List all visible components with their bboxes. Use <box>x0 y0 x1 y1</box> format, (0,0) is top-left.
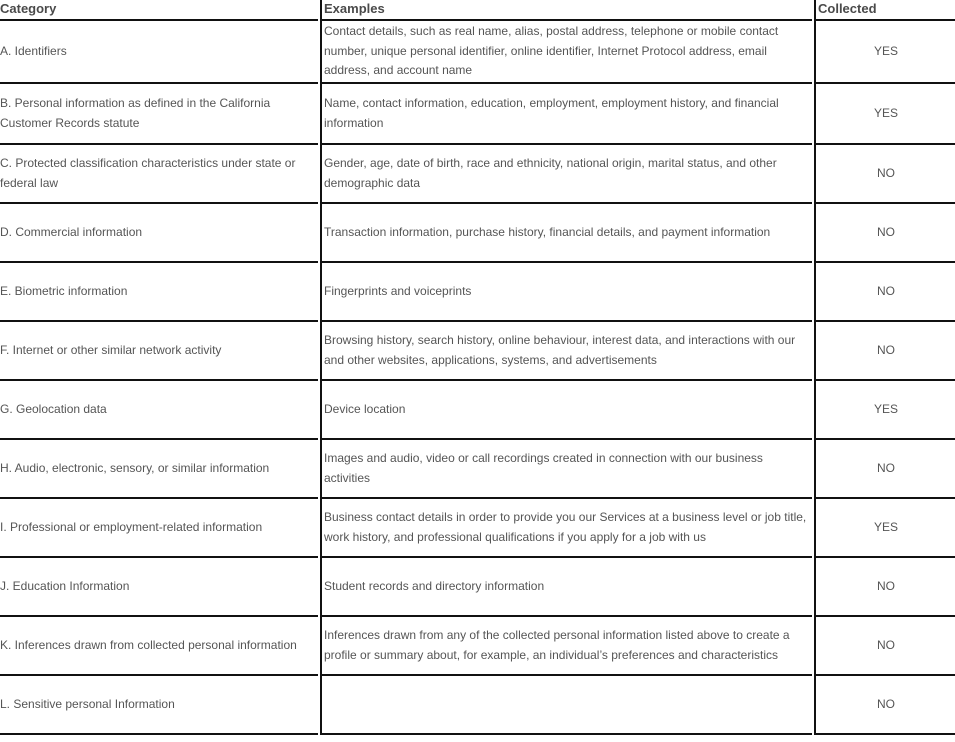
category-cell: A. Identifiers <box>0 21 318 84</box>
examples-cell: Images and audio, video or call recordings created in connection with our business activities <box>320 440 812 499</box>
table-row <box>0 84 955 145</box>
examples-cell: Browsing history, search history, online behaviour, interest data, and interactions with our and other websites, applications, systems, and advertisements <box>320 322 812 381</box>
table-row <box>0 558 955 617</box>
collected-cell: NO <box>814 558 955 617</box>
collected-cell: YES <box>814 84 955 145</box>
collected-cell: YES <box>814 381 955 440</box>
category-cell: J. Education Information <box>0 558 318 617</box>
category-cell: I. Professional or employment-related information <box>0 499 318 558</box>
collected-cell: NO <box>814 676 955 735</box>
table-row <box>0 322 955 381</box>
examples-cell: Name, contact information, education, employment, employment history, and financial information <box>320 84 812 145</box>
collected-cell: NO <box>814 145 955 204</box>
column-header-collected: Collected <box>814 0 955 21</box>
table-row <box>0 204 955 263</box>
column-header-category: Category <box>0 0 318 21</box>
table-row <box>0 381 955 440</box>
table-row <box>0 21 955 84</box>
examples-cell: Inferences drawn from any of the collected personal information listed above to create a profile or summary about, for example, an individual’s preferences and characteristics <box>320 617 812 676</box>
column-header-examples: Examples <box>320 0 812 21</box>
collected-cell: NO <box>814 440 955 499</box>
examples-cell: Fingerprints and voiceprints <box>320 263 812 322</box>
collected-cell: YES <box>814 21 955 84</box>
table-row <box>0 499 955 558</box>
examples-cell: Contact details, such as real name, alias, postal address, telephone or mobile contact number, unique personal identifier, online identifier, Internet Protocol address, email address, and account name <box>320 21 812 84</box>
category-cell: H. Audio, electronic, sensory, or similar information <box>0 440 318 499</box>
examples-cell: Transaction information, purchase history, financial details, and payment information <box>320 204 812 263</box>
collected-cell: NO <box>814 263 955 322</box>
collected-cell: NO <box>814 322 955 381</box>
category-cell: C. Protected classification characteristics under state or federal law <box>0 145 318 204</box>
table-row <box>0 617 955 676</box>
examples-cell: Student records and directory information <box>320 558 812 617</box>
table-row <box>0 440 955 499</box>
category-cell: L. Sensitive personal Information <box>0 676 318 735</box>
category-cell: B. Personal information as defined in the California Customer Records statute <box>0 84 318 145</box>
collected-cell: NO <box>814 204 955 263</box>
category-cell: G. Geolocation data <box>0 381 318 440</box>
table-body <box>0 21 955 735</box>
collected-cell: YES <box>814 499 955 558</box>
table-header-row <box>0 0 955 21</box>
category-cell: E. Biometric information <box>0 263 318 322</box>
category-cell: F. Internet or other similar network activity <box>0 322 318 381</box>
examples-cell: Gender, age, date of birth, race and ethnicity, national origin, marital status, and other demographic data <box>320 145 812 204</box>
category-cell: K. Inferences drawn from collected personal information <box>0 617 318 676</box>
examples-cell: Business contact details in order to provide you our Services at a business level or job title, work history, and professional qualifications if you apply for a job with us <box>320 499 812 558</box>
table-row <box>0 676 955 735</box>
table-row <box>0 145 955 204</box>
table-row <box>0 263 955 322</box>
collected-cell: NO <box>814 617 955 676</box>
category-cell: D. Commercial information <box>0 204 318 263</box>
examples-cell: Device location <box>320 381 812 440</box>
examples-cell <box>320 676 812 735</box>
